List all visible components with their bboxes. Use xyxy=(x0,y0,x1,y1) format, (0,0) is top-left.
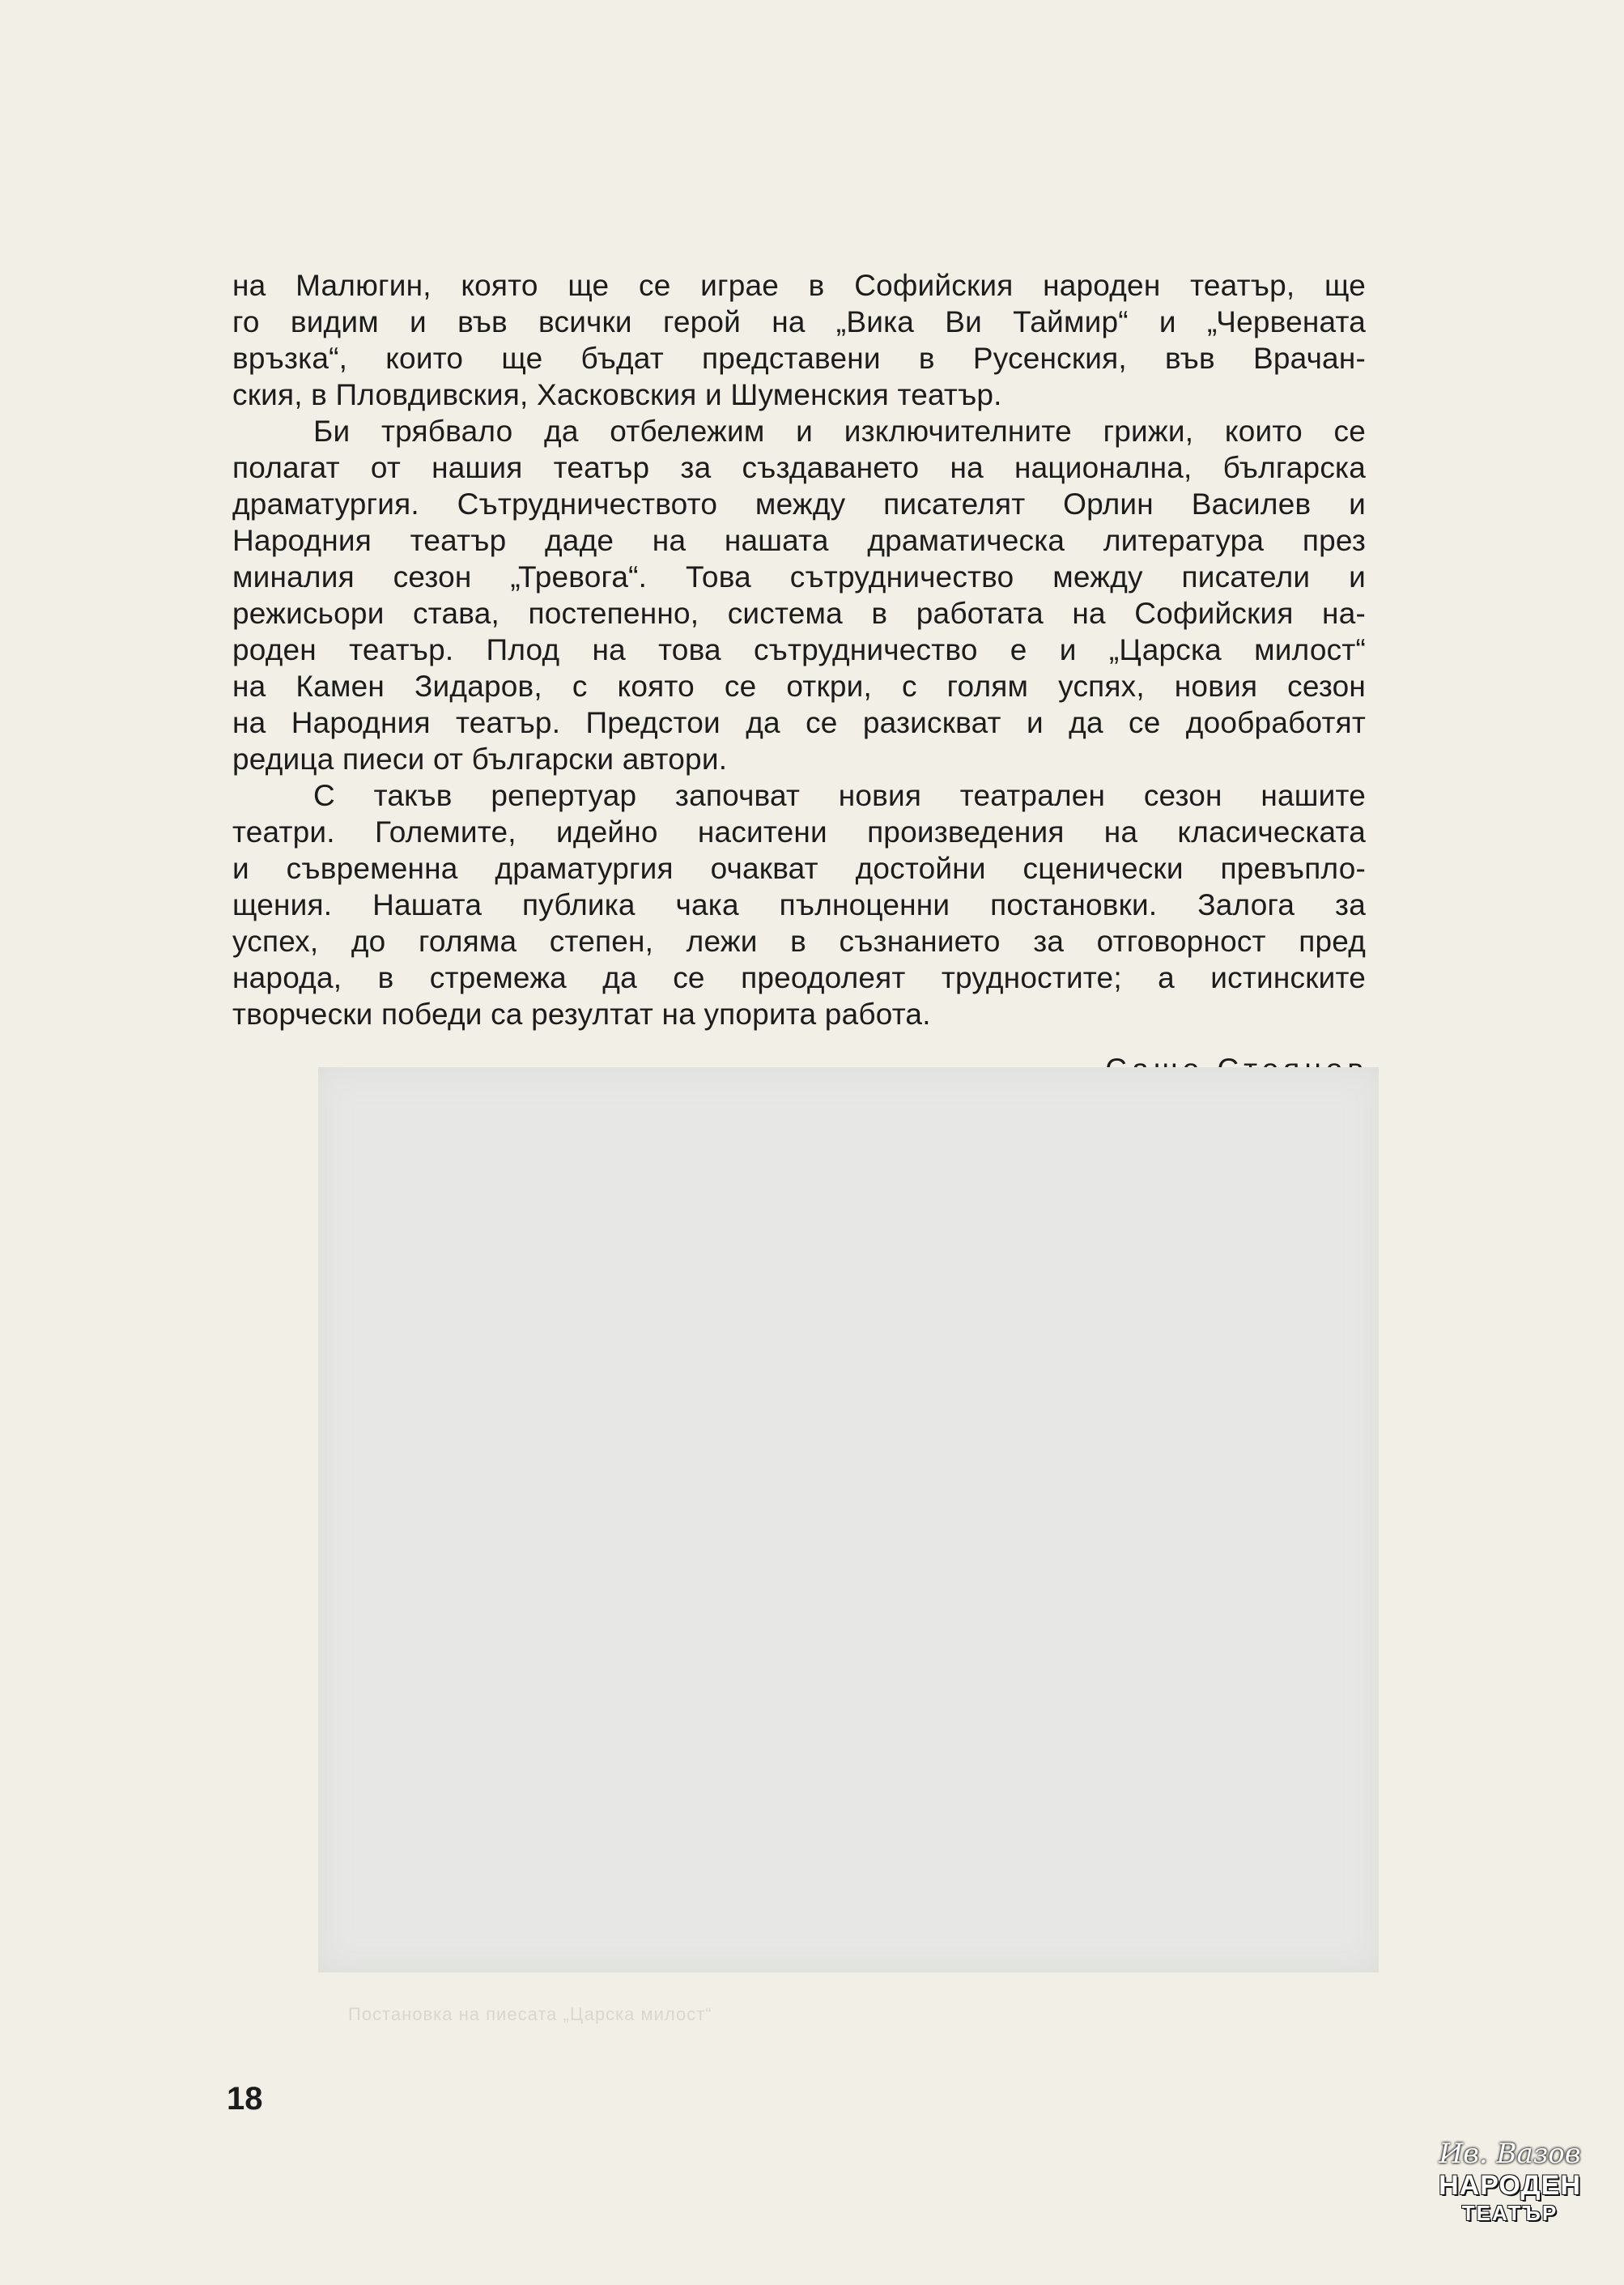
article-body xyxy=(232,267,1366,1032)
logo-signature: Ив. Вазов xyxy=(1439,2138,1581,2170)
text-line: народа, в стремежа да се преодолеят трудностите; а истинските xyxy=(232,961,1366,994)
text-line: полагат от нашия театър за създаването на национална, българска xyxy=(232,451,1366,484)
national-theatre-logo xyxy=(1437,2138,1583,2243)
page-number: 18 xyxy=(227,2081,263,2117)
text-line: ския, в Пловдивския, Хасковския и Шуменския театър. xyxy=(232,378,1002,411)
text-line: на Народния театър. Предстои да се разискват и да се дообработят xyxy=(232,706,1366,739)
text-line: щения. Нашата публика чака пълноценни постановки. Залога за xyxy=(232,888,1366,921)
text-line: театри. Големите, идейно наситени произведения на класическата xyxy=(232,815,1366,849)
text-line: Народния театър даде на нашата драматическа литература през xyxy=(232,524,1366,557)
text-line: миналия сезон „Тревога“. Това сътрудничество между писатели и xyxy=(232,560,1366,594)
text-line: редица пиеси от български автори. xyxy=(232,743,728,776)
text-line: успех, до голяма степен, лежи в съзнанието за отговорност пред xyxy=(232,925,1366,958)
logo-sub-text: ТЕАТЪР xyxy=(1461,2201,1558,2225)
text-line: творчески победи са резултат на упорита работа. xyxy=(232,998,931,1031)
faded-photograph xyxy=(318,1067,1379,1972)
text-line: на Камен Зидаров, с която се откри, с голям успях, новия сезон xyxy=(232,670,1366,703)
photo-caption: Постановка на пиесата „Царска милост“ xyxy=(348,2004,712,2024)
logo-main-text: НАРОДЕН xyxy=(1439,2170,1581,2201)
paragraph-start-line: Би трябвало да отбележим и изключителните грижи, които се xyxy=(313,415,1366,448)
text-line: роден театър. Плод на това сътрудничество е и „Царска милост“ xyxy=(232,633,1366,666)
paragraph-start-line: С такъв репертуар започват новия театрален сезон нашите xyxy=(313,779,1366,812)
text-line: драматургия. Сътрудничеството между писателят Орлин Василев и xyxy=(232,487,1366,521)
text-line: и съвременна драматургия очакват достойни сценически превъпло- xyxy=(232,852,1366,885)
text-line: връзка“, които ще бъдат представени в Русенския, във Врачан- xyxy=(232,342,1366,375)
text-line: го видим и във всички герой на „Вика Ви Таймир“ и „Червената xyxy=(232,305,1366,338)
text-line: на Малюгин, която ще се играе в Софийския народен театър, ще xyxy=(232,269,1366,302)
text-line: режисьори става, постепенно, система в работата на Софийския на- xyxy=(232,597,1366,630)
